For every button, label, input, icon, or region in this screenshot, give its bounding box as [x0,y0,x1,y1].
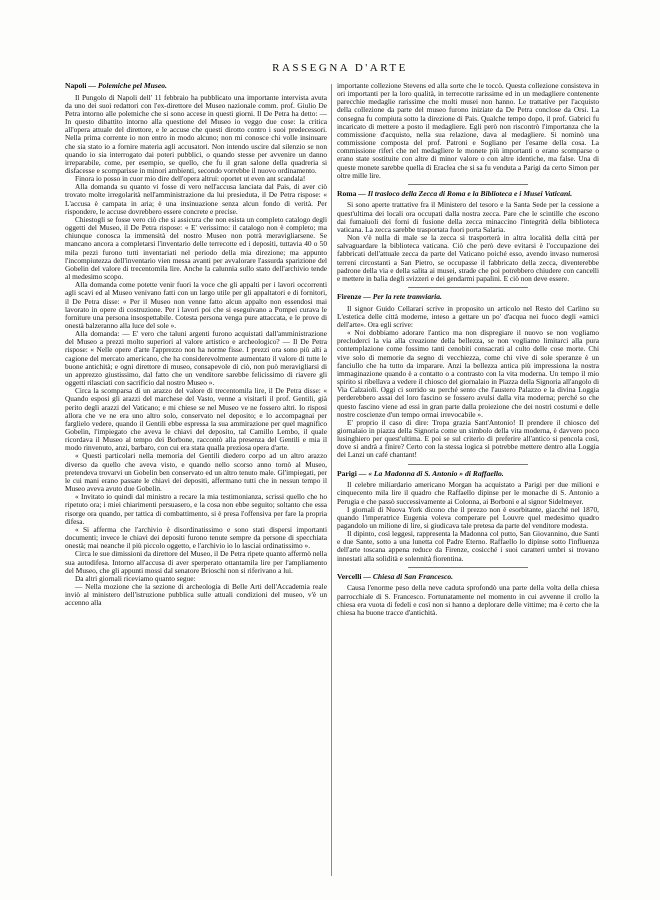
section-divider [408,464,529,465]
section-divider [408,287,529,288]
paragraph: Circa la scomparsa di un arazzo del valore di trecentomila lire, il De Petra disse: « Quando esposi gli arazzi del marchese del Vasto, venne a visitarli il prof. Gentili, già perito degli arazzi del Vaticano; e mi chiese se nel Museo ve ne fossero altri. Io risposi allora che ve ne era uno altro solo, conservato nel deposito; e lo accompagnai per farglielo vedere, quando il Gentili ebbe espressa la sua ammirazione per quel magnifico Gobelin, l'impiegato che aveva le chiavi del deposito, tal Camillo Lembo, il quale ricordava il Museo al tempo dei Borbone, raccontò alla presenza del Gentili e mia il modo rinvenuto, anzi, barbaro, con cui era stata qualla preziosa opera d'arte. [65,386,327,453]
paragraph: Il Pungolo di Napoli dell' 11 febbraio ha pubblicato una importante intervista avuta da uno dei suoi redattori con l'ex-direttore del Museo nazionale comm. prof. Giulio De Petra intorno alle polemiche che si sono accese in questi giorni. Il De Petra ha detto: — In questo dibattito intorno alla questione del Museo io veggo due cose: la critica all'opera attuale del direttore, e le accuse che questi dirotto contro i suoi predecessori. Nella prima corrente io non entro in modo alcuno; non mi conosce chi volle insinuare che sia stato io a fornire materia agli accusatori. Non intendo uscire dal silenzio se non quando io sia interrogato dai poteri pubblici, o quando stesse per avvenire un danno irreparabile, come, per esempio, se quello, che fu il gran salone della quadreria si disfacesse e scomparisse in minori ambienti, secondo vorrebbe il nuovo ordinamento. [65,92,327,175]
paragraph: Chiestogli se fosse vero ciò che si assicura che non esista un completo catalogo degli oggetti del Museo, il De Petra rispose: « E' verissimo: il catalogo non è completo; ma chiunque conosca la immensità del nostro Museo non potrà meravigliarsene. Se mancano ancora a completarsi l'inventario delle terrecotte ed i depositi, tuttavia 40 o 50 mila pezzi furono tutti inventariati nel periodo della mia direzione; ma appunto l'incompiutezza dell'inventario vien messa avanti per avvalorare l'assurda sparizione del Gobelin del valore di trecentomila lire. Anche la calunnia sullo stato dell'archivio tende al medesimo scopo. [65,214,327,282]
paragraph: « Invitato io quindi dal ministro a recare la mia testimonianza, scrissi quello che ho ripetuto ora; i miei chiarimenti persuasero, e la cosa non ebbe seguito; soltanto che essa risorge ora quando, per tattica di combattimento, si è presa l'offensiva per fare la propria difesa. [65,492,327,526]
section-subject: Il trasloco della Zecca di Roma e la Biblioteca e i Musei Vaticani. [367,188,573,198]
paragraph: Il dipinto, così leggesi, rappresenta la Madonna col putto, San Giovannino, due Santi e due Sante, sotto a una lunetta col Padre Eterno. Raffaello lo dipinse sotto l'influenza dell'arte toscana appena reduce da Firenze, cosicché i suoi caratteri umbri si trovano innestati alla solidità e solennità fiorentina. [337,529,599,563]
paragraph: Alla domanda: — E' vero che taluni argenti furono acquistati dall'amministrazione del Museo a prezzi molto superiori al valore artistico e archeologico? — Il De Petra rispose: « Nelle opere d'arte l'apprezzo non ha norme fisse. I prezzi ora sono più alti a cagione del mercato americano, che ha considerevolmente aumentato il valore di tutte le buone antichità; e ogni direttore di museo, consapevole di ciò, non può meravigliarsi di un apprezzo giustissimo, dal fatto che un venditore sarebbe felicissimo di riavere gli oggetti rilasciati con sacrificio dal nostro Museo ». [65,329,327,388]
section-dash: — [356,188,368,198]
paragraph: I giornali di Nuova York dicono che il prezzo non è esorbitante, giacché nel 1870, quando l'imperatrice Eugenia voleva comperare pel Louvre quel medesimo quadro pagandolo un milione di lire, si giudicava tale pretesa da parte del venditore modesta. [337,504,599,530]
paragraph: E' proprio il caso di dire: Tropa grazia Sant'Antonio! Il prendere il chiosco del giornalaio in piazza della Signoria come un simbolo della vita moderna, è davvero poco lusinghiero per quest'ultima. E poi se sul criterio di preferire all'antico si pencola così, dove si andrà a finire? Certo con la stessa logica si potrebbe mettere dentro alla Loggia dei Lanzi un café chantant! [337,417,599,460]
section-place: Vercelli [337,571,362,581]
section-place: Napoli [65,82,87,90]
section-heading-napoli [65,82,327,91]
section-subject: Per la rete tramviaria. [372,292,442,302]
section-heading-vercelli [337,573,599,582]
column-divider [331,84,332,876]
section-place: Parigi [337,468,357,478]
section-heading-parigi [337,470,599,479]
paragraph: Il celebre miliardario americano Morgan ha acquistato a Parigi per due milioni e cinquecento mila lire il quadro che Raffaello dipinse per le monache di S. Antonio a Perugia e che passò successivamente ai Colonna, ai Borboni e al signor Sidelmeyer. [337,480,599,506]
section-dash: — [356,468,369,478]
section-dash: — [86,82,98,90]
section-divider [408,184,529,185]
right-column [337,82,599,882]
section-divider [408,567,529,568]
paragraph: Si sono aperte trattative fra il Ministero del tesoro e la Santa Sede per la cessione a quest'ultima dei locali ora occupati dalla nostra zecca. Pare che le scintille che escono dai fumaiuoli dei forni di fusione della zecca minaccino l'integrità della biblioteca vaticana. La zecca sarebbe trasportata fuori porta Salaria. [337,200,599,234]
paragraph: — Nella mozione che la sezione di archeologia di Belle Arti dell'Accademia reale inviò al ministero dell'istruzione pubblica sulle attuali condizioni del museo, v'è un accenno alla [65,581,327,608]
section-dash: — [361,571,373,581]
paragraph: « Noi dobbiamo adorare l'antico ma non dispregiare il nuovo se non vogliamo precluderci la via alla creazione della bellezza, se non vogliamo limitarci alla pura contemplazione come fossimo tanti cenobiti consacrati al culto delle cose morte. Chi vive solo di memorie da segno di vecchiezza, come chi vive di sole speranze è un fanciullo che ha tutto da imparare. Anzi la bellezza antica più impressiona la nostra immaginazione quando è a contatto o a contrasto con la vita moderna. Un tempo il mio spirito si ribellava a vedere il chiosco del giornalaio in Piazza della Signoria all'angolo di Via Calzaioli. Oggi ci sorrido su perché sento che l'austero Palazzo e la divina Loggia perderebbero assai del loro fascino se fossero avulsi dalla vita moderna; perché so che questo fascino viene ad essi in gran parte dalla proiezione che dei nostri costumi e delle nostre coscienze d'un tempo ormai irrevocabile ». [337,328,599,419]
paragraph: Alla domanda come potette venir fuori la voce che gli appalti per i lavori occorrenti agli scavi ed al Museo venivano fatti con un largo utile per gli appaltatori e di fornitori, il De Petra disse: « Per il Museo non venne fatto alcun appalto non essendosi mai lavorato in opere di costruzione. Per i lavori poi che si eseguivano a Pompei curava le forniture una persona insospettabile. Cotesta persona venga pure attaccata, e le prove di onestà balzeranno alla luce del sole ». [65,280,327,330]
paragraph: Alla domanda su quanto vi fosse di vero nell'accusa lanciata dal Pais, di aver ciò trovato molte irregolarità nell'amministrazione da lui presieduta, il De Petra rispose: « L'accusa è campata in aria; è una insinuazione senza alcun fondo di verità. Per rispondere, le accuse dovrebbero essere concrete e precise. [65,182,327,216]
paragraph: Da altri giornali riceviamo quanto segue: [75,573,196,583]
section-subject: « La Madonna di S. Antonio » di Raffaello. [368,468,504,478]
section-dash: — [361,292,373,302]
paragraph: Il signor Guido Cellarari scrive in proposito un articolo nel Resto del Carlino su L'estetica delle città moderne, inteso a gettare un po' d'acqua nei fuoco degli «amici dell'arte». Ora egli scrive: [337,303,599,329]
paragraph: « Si afferma che l'archivio è disordinatissimo e sono stati dispersi importanti documenti; invece le chiavi dei depositi furono tenute sempre da persone di specchiata onestà; mai neanche il più piccolo oggetto, e l'archivio io lo lasciai ordinatissimo ». [65,524,327,551]
section-heading-roma [337,190,599,199]
paragraph: Finora io posso in cuor mio dire dell'opera altrui: oportet ut even ant scandala! [75,174,306,184]
section-subject: Chiesa di San Francesco. [372,571,454,581]
paragraph-continued: importante collezione Stevens ed alla sorte che le toccò. Questa collezione consisteva in ori importanti per la loro qualità, in terrecotte rarissime ed in un medagliere contenente parecchie medaglie rarissime che molti musei non hanno. Le trattative per l'acquisto della collezione da parte del museo furono iniziate da De Petra conclose da Orsi. La consegna fu compiuta sotto la direzione di Pais. Qualche tempo dopo, il prof. Gabrici fu incaricato di mettere a posto il medagliere. Egli però non riscontrò l'importanza che la commissione d'acquisto, nella sua relazione, dava al medagliere. Si nominò una commissione composta del prof. Patroni e Sogliano per l'esame della cosa. La commissione riferì che nel medagliere le monete più importanti o erano scomparse o erano state sostituite con altre di minor valore o con altre identiche, ma false. Una di queste monete sarebbe quella di Eraclea che si sa fu venduta a Parigi da certo Simon per oltre mille lire. [337,82,599,180]
paragraph: « Questi particolari nella memoria del Gentili diedero corpo ad un altro arazzo diverso da quello che aveva visto, e quando nello scorso anno tornò al Museo, pretendeva trovarvi un Gobelin ben conservato ed un altro tenuto male. Gl'impiegati, per le cui mani erano passate le chiavi dei depositi, affermano tutti che in nessun tempo il Museo aveva avuto due Gobelin. [65,451,327,494]
paragraph: Circa le sue dimissioni da direttore del Museo, il De Petra ripete quanto affermò nella sua autodifesa. Intorno all'accusa di aver sperperato ottantamila lire per l'ampliamento del Museo, che gli appunti mossi dal senatore Brioschi non si riferivano a lui. [65,549,327,575]
left-column [65,82,327,882]
running-title: RASSEGNA D'ARTE [272,62,408,74]
section-subject: Polemiche pel Museo. [97,82,167,90]
section-place: Roma [337,188,357,198]
paragraph: Causa l'enorme peso della neve caduta sprofondò una parte della volta della chiesa parrocchiale di S. Francesco. Fortunatamente nel momento in cui avvenne il crollo la chiesa era vuota di fedeli e così non si hanno a deplorare delle vittime; ma è certo che la chiesa ha buone tracce d'antichità. [337,583,599,617]
section-place: Firenze [337,292,362,302]
section-heading-firenze [337,293,599,302]
paragraph: Non v'è nulla di male se la zecca si trasporterà in altra località della città per salvaguardare la biblioteca vaticana. Ciò che però deve evitarsi è l'occupazione dei fabbricati dell'attuale zecca da parte del Vaticano poiché esso, avendo invaso numerosi terreni circostanti a San Pietro, se occupasse il fabbricato della zecca, diventerebbe padrone della via e della salita ai musei, strade che poi potrebbero chiudere con cancelli e mettere in balìa degli svizzeri e dei gendarmi papalini. E ciò non deve essere. [337,233,599,283]
